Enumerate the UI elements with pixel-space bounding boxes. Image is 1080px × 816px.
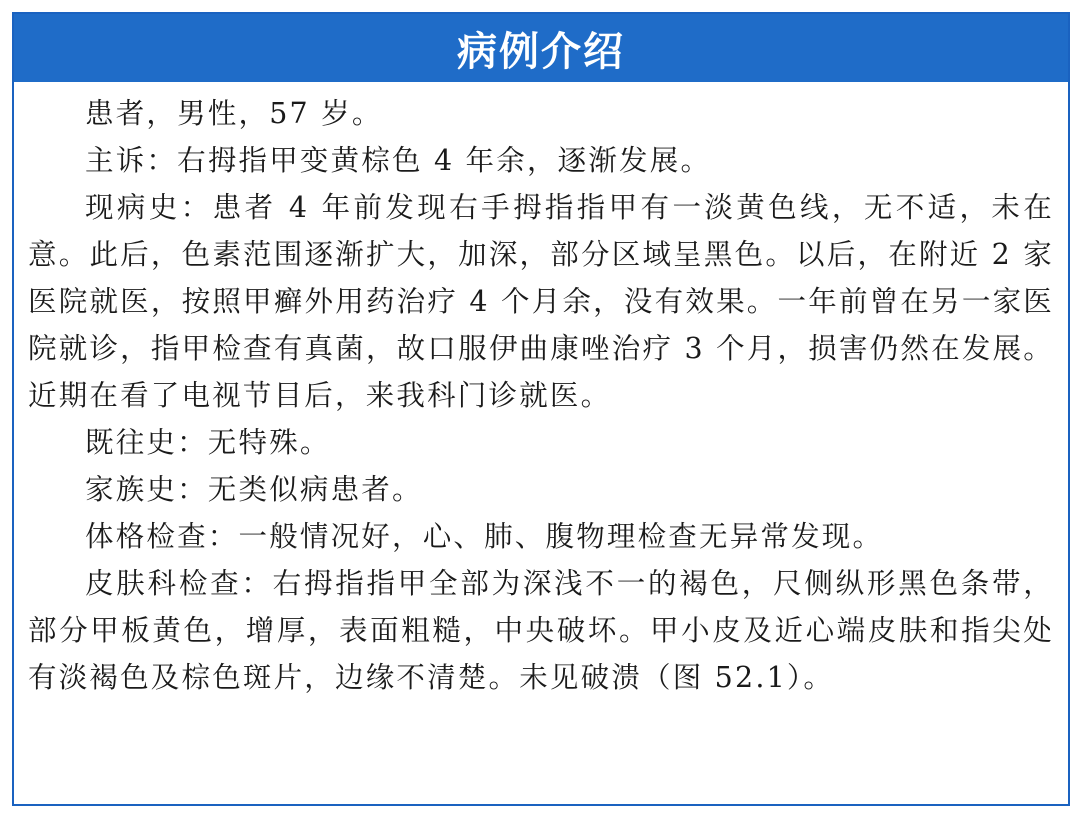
dermatology-exam: 皮肤科检查：右拇指指甲全部为深浅不一的褐色，尺侧纵形黑色条带，部分甲板黄色，增厚，表面粗糙，中央破坏。甲小皮及近心端皮肤和指尖处有淡褐色及棕色斑片，边缘不清楚。未见破溃（图 52.1）。 xyxy=(28,567,1054,694)
case-introduction-box xyxy=(12,12,1070,806)
physical-exam: 体格检查：一般情况好，心、肺、腹物理检查无异常发现。 xyxy=(85,520,884,553)
chief-complaint: 主诉：右拇指甲变黄棕色 4 年余，逐渐发展。 xyxy=(85,144,712,177)
case-title: 病例介绍 xyxy=(457,28,625,75)
patient-info: 患者，男性，57 岁。 xyxy=(85,97,383,130)
case-body xyxy=(14,82,1068,701)
case-header xyxy=(14,14,1068,82)
family-history: 家族史：无类似病患者。 xyxy=(85,473,423,506)
present-illness-history: 现病史：患者 4 年前发现右手拇指指甲有一淡黄色线，无不适，未在意。此后，色素范围逐渐扩大，加深，部分区域呈黑色。以后，在附近 2 家医院就医，按照甲癣外用药治疗 4 个月余，没有效果。一年前曾在另一家医院就诊，指甲检查有真菌，故口服伊曲康唑治疗 3 个月，损害仍然在发展。近期在看了电视节目后，来我科门诊就医。 xyxy=(28,191,1054,412)
past-history: 既往史：无特殊。 xyxy=(85,426,331,459)
